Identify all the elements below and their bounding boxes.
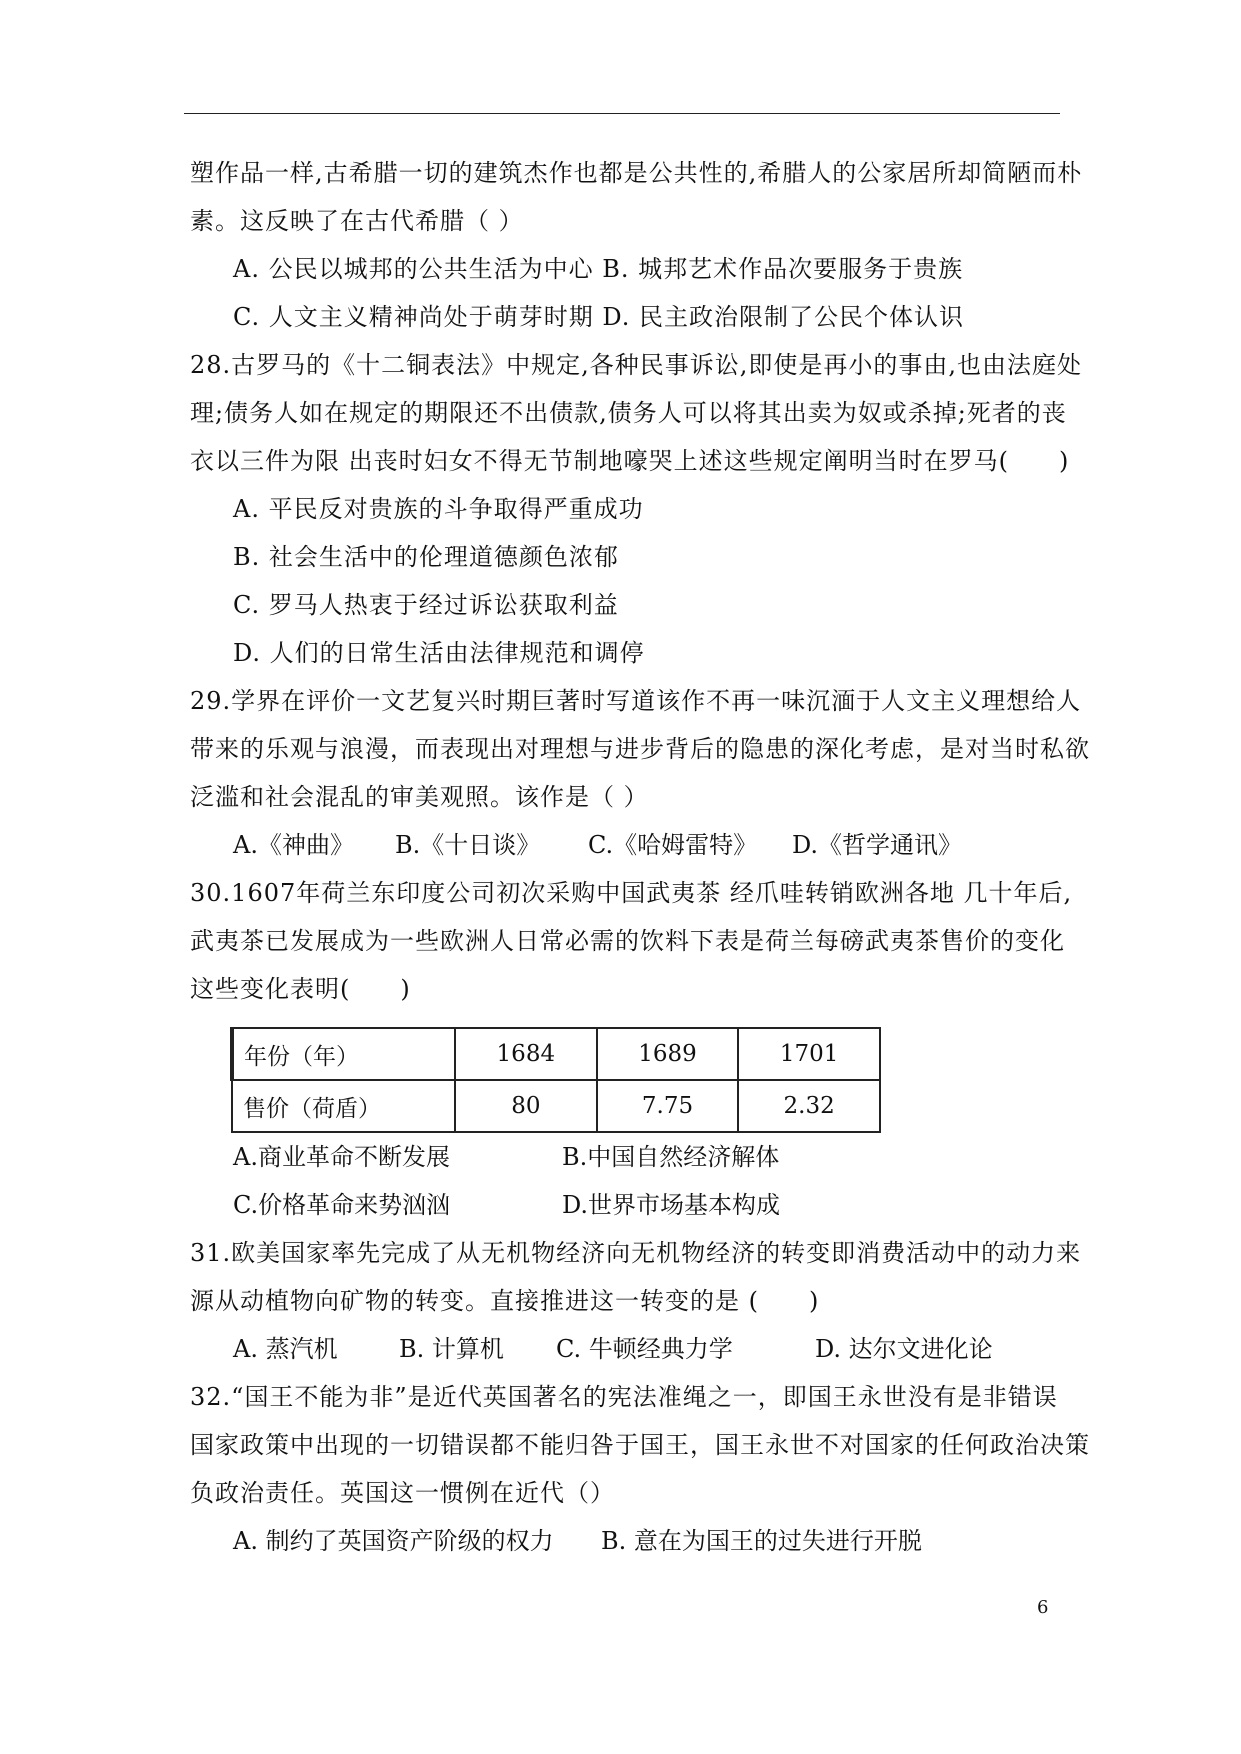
- question-32: 32.“国王不能为非”是近代英国著名的宪法准绳之一，即国王永世没有是非错误: [190, 1383, 1058, 1411]
- option-line: C. 人文主义精神尚处于萌芽时期 D. 民主政治限制了公民个体认识: [233, 303, 965, 331]
- text-line: 这些变化表明( ): [190, 975, 411, 1003]
- table-cell: 7.75: [597, 1080, 739, 1132]
- option-c: C. 牛顿经典力学: [556, 1335, 733, 1363]
- text-line: 武夷茶已发展成为一些欧洲人日常必需的饮料下表是荷兰每磅武夷茶售价的变化: [190, 927, 1065, 955]
- text-line: 理;债务人如在规定的期限还不出债款,债务人可以将其出卖为奴或杀掉;死者的丧: [190, 399, 1067, 427]
- table-row: [232, 1028, 880, 1080]
- table-cell: 1701: [738, 1028, 880, 1080]
- option-b: B.《十日谈》: [395, 831, 541, 859]
- option-b: B. 意在为国王的过失进行开脱: [601, 1527, 922, 1555]
- option-line: B. 社会生活中的伦理道德颜色浓郁: [233, 543, 619, 571]
- option-b: B. 计算机: [399, 1335, 504, 1363]
- table-cell: 售价（荷盾）: [232, 1080, 455, 1132]
- option-a: A.商业革命不断发展: [233, 1143, 450, 1171]
- option-c: C.《哈姆雷特》: [588, 831, 758, 859]
- option-line: D. 人们的日常生活由法律规范和调停: [233, 639, 645, 667]
- table-cell: 年份（年）: [232, 1028, 455, 1080]
- option-d: D. 达尔文进化论: [815, 1335, 993, 1363]
- text-line: 负政治责任。英国这一惯例在近代（）: [190, 1479, 615, 1507]
- header-rule: [184, 113, 1060, 114]
- option-a: A. 蒸汽机: [233, 1335, 338, 1363]
- text-line: 国家政策中出现的一切错误都不能归咎于国王，国王永世不对国家的任何政治决策: [190, 1431, 1090, 1459]
- table-row: [232, 1080, 880, 1132]
- table-cell: 1689: [597, 1028, 739, 1080]
- option-d: D.世界市场基本构成: [562, 1191, 781, 1219]
- option-d: D.《哲学通讯》: [792, 831, 963, 859]
- page-number: 6: [1037, 1597, 1049, 1618]
- table-cell: 80: [455, 1080, 597, 1132]
- price-table: [230, 1027, 881, 1133]
- option-line: C. 罗马人热衷于经过诉讼获取利益: [233, 591, 619, 619]
- question-29: 29.学界在评价一文艺复兴时期巨著时写道该作不再一味沉湎于人文主义理想给人: [190, 687, 1082, 715]
- question-28: 28.古罗马的《十二铜表法》中规定,各种民事诉讼,即使是再小的事由,也由法庭处: [190, 351, 1083, 379]
- text-line: 塑作品一样,古希腊一切的建筑杰作也都是公共性的,希腊人的公家居所却简陋而朴: [190, 159, 1083, 187]
- option-c: C.价格革命来势汹汹: [233, 1191, 451, 1219]
- text-line: 衣以三件为限 出丧时妇女不得无节制地嚎哭上述这些规定阐明当时在罗马( ): [190, 447, 1070, 475]
- text-line: 带来的乐观与浪漫，而表现出对理想与进步背后的隐患的深化考虑，是对当时私欲: [190, 735, 1090, 763]
- text-line: 泛滥和社会混乱的审美观照。该作是（ ）: [190, 783, 649, 811]
- option-line: A. 平民反对贵族的斗争取得严重成功: [233, 495, 644, 523]
- table-cell: 1684: [455, 1028, 597, 1080]
- option-b: B.中国自然经济解体: [562, 1143, 780, 1171]
- text-line: 源从动植物向矿物的转变。直接推进这一转变的是 ( ): [190, 1287, 820, 1315]
- question-31: 31.欧美国家率先完成了从无机物经济向无机物经济的转变即消费活动中的动力来: [190, 1239, 1082, 1267]
- option-a: A. 制约了英国资产阶级的权力: [233, 1527, 554, 1555]
- question-30: 30.1607年荷兰东印度公司初次采购中国武夷茶 经爪哇转销欧洲各地 几十年后,: [190, 879, 1073, 907]
- table-cell: 2.32: [738, 1080, 880, 1132]
- option-a: A.《神曲》: [233, 831, 354, 859]
- option-line: A. 公民以城邦的公共生活为中心 B. 城邦艺术作品次要服务于贵族: [233, 255, 964, 283]
- text-line: 素。这反映了在古代希腊（ ）: [190, 207, 524, 235]
